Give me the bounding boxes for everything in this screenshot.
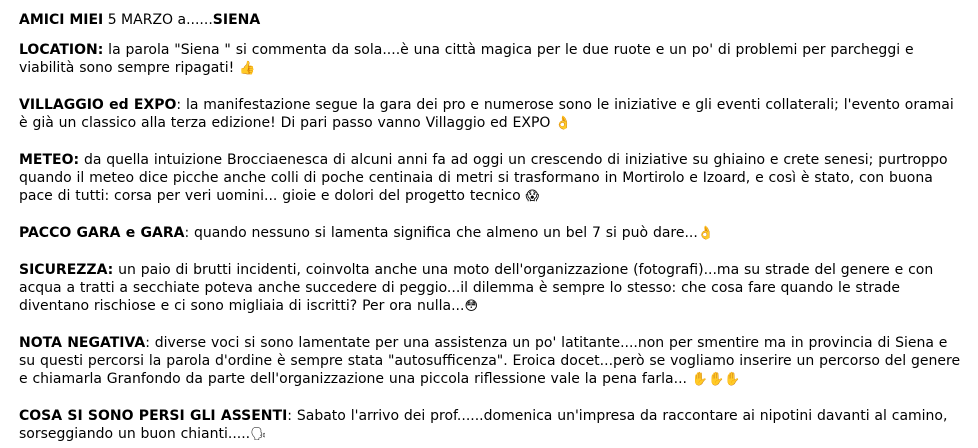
title-part-2: 5 MARZO a...... [103, 12, 213, 28]
section-text: : Sabato l'arrivo dei prof......domenica un'impresa da raccontare ai nipotini davanti al camino, sorseggiando un buon chianti..... [19, 408, 948, 442]
section-pacco-gara [19, 224, 967, 242]
section-heading: SICUREZZA: [19, 262, 114, 278]
raised-hands-icon: ✋✋✋ [691, 372, 741, 387]
ok-hand-icon: 👌 [697, 226, 715, 241]
section-heading: VILLAGGIO ed EXPO [19, 97, 177, 113]
thumbs-up-icon: 👍 [239, 61, 256, 76]
section-text: la parola "Siena " si commenta da sola....è una città magica per le due ruote e un po' di problemi per parcheggi e viabilità sono sempre ripagati! [19, 42, 914, 76]
section-heading: LOCATION: [19, 42, 104, 58]
section-assenti [19, 407, 967, 443]
section-heading: COSA SI SONO PERSI GLI ASSENTI [19, 408, 288, 424]
flushed-face-icon: 😳 [464, 299, 478, 314]
section-nota-negativa [19, 334, 967, 388]
section-text: da quella intuizione Brocciaenesca di alcuni anni fa ad oggi un crescendo di iniziative su ghiaino e crete senesi; purtroppo quando il meteo dice picche anche colli di poche centinaia di metri si trasformano in Mortirolo e Izoard, e così è stato, con buona pace di tutti: corsa per veri uomini... gioie e dolori del progetto tecnico [19, 152, 948, 204]
section-heading: NOTA NEGATIVA [19, 335, 146, 351]
section-text: : la manifestazione segue la gara dei pro e numerose sono le iniziative e gli eventi collaterali; l'evento oramai è già un classico alla terza edizione! Di pari passo vanno Villaggio ed EXPO [19, 97, 954, 131]
speaking-head-icon: 🗣 [250, 427, 267, 442]
section-sicurezza [19, 261, 967, 315]
section-villaggio-expo [19, 96, 967, 132]
section-heading: PACCO GARA e GARA [19, 225, 185, 241]
ok-hand-icon: 👌 [555, 116, 572, 131]
title-part-1: AMICI MIEI [19, 12, 104, 28]
section-heading: METEO: [19, 152, 80, 168]
scream-face-icon: 😱 [525, 189, 540, 204]
section-location [19, 41, 967, 77]
post-title [19, 11, 968, 29]
section-text: un paio di brutti incidenti, coinvolta anche una moto dell'organizzazione (fotografi)...ma su strade del genere e con acqua a tratti a secchiate poteva anche succedere di peggio...il dilemma è sempre lo stesso: che cosa fare quando le strade diventano rischiose e ci sono migliaia di iscritti? Per ora nulla... [19, 262, 934, 314]
section-meteo [19, 151, 967, 205]
section-text: : quando nessuno si lamenta significa che almeno un bel 7 si può dare... [184, 225, 698, 241]
section-text: : diverse voci si sono lamentate per una assistenza un po' latitante....non per smentire ma in provincia di Siena e su questi percorsi la parola d'ordine è sempre stata "autosufficenza". Eroica docet...però se vogliamo inserire un percorso del genere e chiamarla Granfondo da parte dell'organizzazione una piccola riflessione vale la pena farla... [19, 335, 961, 387]
title-part-3: SIENA [212, 12, 261, 28]
